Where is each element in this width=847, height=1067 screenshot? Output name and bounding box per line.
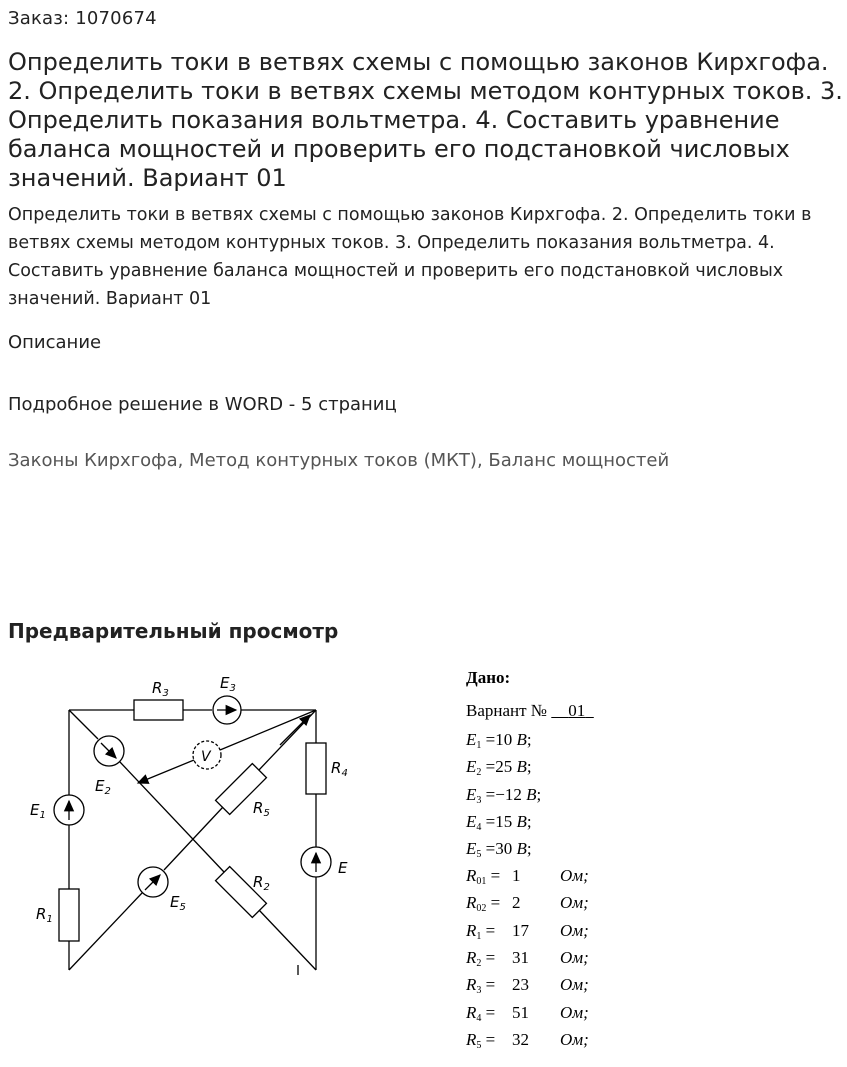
wire-diag-a [69, 710, 98, 739]
voltmeter-lead-left [138, 760, 194, 783]
resistor-r4 [306, 743, 326, 794]
wire-diag-c [259, 910, 316, 970]
label-e1: $E_1$ [30, 801, 46, 821]
resistor-r3 [134, 700, 183, 720]
given-header: Дано: [466, 668, 511, 687]
resistance-row: $R_4$ = 51 Ом; [466, 1002, 589, 1024]
resistance-row: $R_2$ = 31 Ом; [466, 947, 589, 969]
variant-value: 01 [568, 701, 586, 720]
variant-line [466, 701, 594, 721]
label-e-right: E [338, 859, 348, 877]
variant-label: Варнант № [466, 701, 548, 720]
label-r2: $R_2$ [253, 873, 270, 893]
order-number: Заказ: 1070674 [8, 8, 157, 29]
label-r4: $R_4$ [331, 759, 348, 779]
solution-note: Подробное решение в WORD - 5 страниц [8, 394, 397, 415]
description-label: Описание [8, 332, 102, 353]
emf-row: $E_1 =10$ В; [466, 730, 532, 751]
label-r5: $R_5$ [253, 799, 270, 819]
resistance-row: $R_{02}$ = 2 Ом; [466, 893, 589, 915]
circuit-diagram [0, 655, 460, 995]
label-r3: $R_3$ [152, 679, 169, 699]
emf-row: $E_4 =15$ В; [466, 811, 532, 833]
label-voltmeter: V [201, 749, 211, 765]
tags: Законы Кирхгофа, Метод контурных токов (МКТ), Баланс мощностей [8, 450, 670, 471]
emf-row: $E_5 =30$ В; [466, 839, 532, 861]
resistor-r1 [59, 889, 79, 941]
label-r1: $R_1$ [36, 905, 53, 925]
description-text: Определить токи в ветвях схемы с помощью законов Кирхгофа. 2. Определить токи в ветвях схемы методом контурных токов. 3. Определить показания вольтметра. 4. Составить уравнение баланса мощностей и проверить его подстановкой числовых значений. Вариант 01 [8, 205, 812, 309]
wire-diag-b [120, 762, 224, 872]
preview-title: Предварительный просмотр [8, 619, 339, 643]
resistance-row: $R_5$ = 32 Ом; [466, 1029, 589, 1051]
label-e5: $E_5$ [170, 893, 186, 913]
emf-row: $E_3 =-12$ В; [466, 784, 542, 806]
wire-diag-f [69, 893, 142, 970]
resistance-row: $R_{01}$ = 1 Ом; [466, 866, 589, 887]
label-e2: $E_2$ [95, 777, 111, 797]
page-title: Определить токи в ветвях схемы с помощью законов Кирхгофа. 2. Определить токи в ветвях схемы методом контурных токов. 3. Определить показания вольтметра. 4. Составить уравнение баланса мощностей и проверить его подстановкой числовых значений. Вариант 01 [8, 48, 843, 192]
label-e3: $E_3$ [220, 674, 236, 694]
emf-row: $E_2 =25$ В; [466, 757, 532, 779]
resistance-row: $R_3$ = 23 Ом; [466, 975, 589, 997]
wire-diag-e [164, 807, 223, 870]
resistance-row: $R_1$ = 17 Ом; [466, 920, 589, 942]
diag-arrow [280, 715, 310, 745]
